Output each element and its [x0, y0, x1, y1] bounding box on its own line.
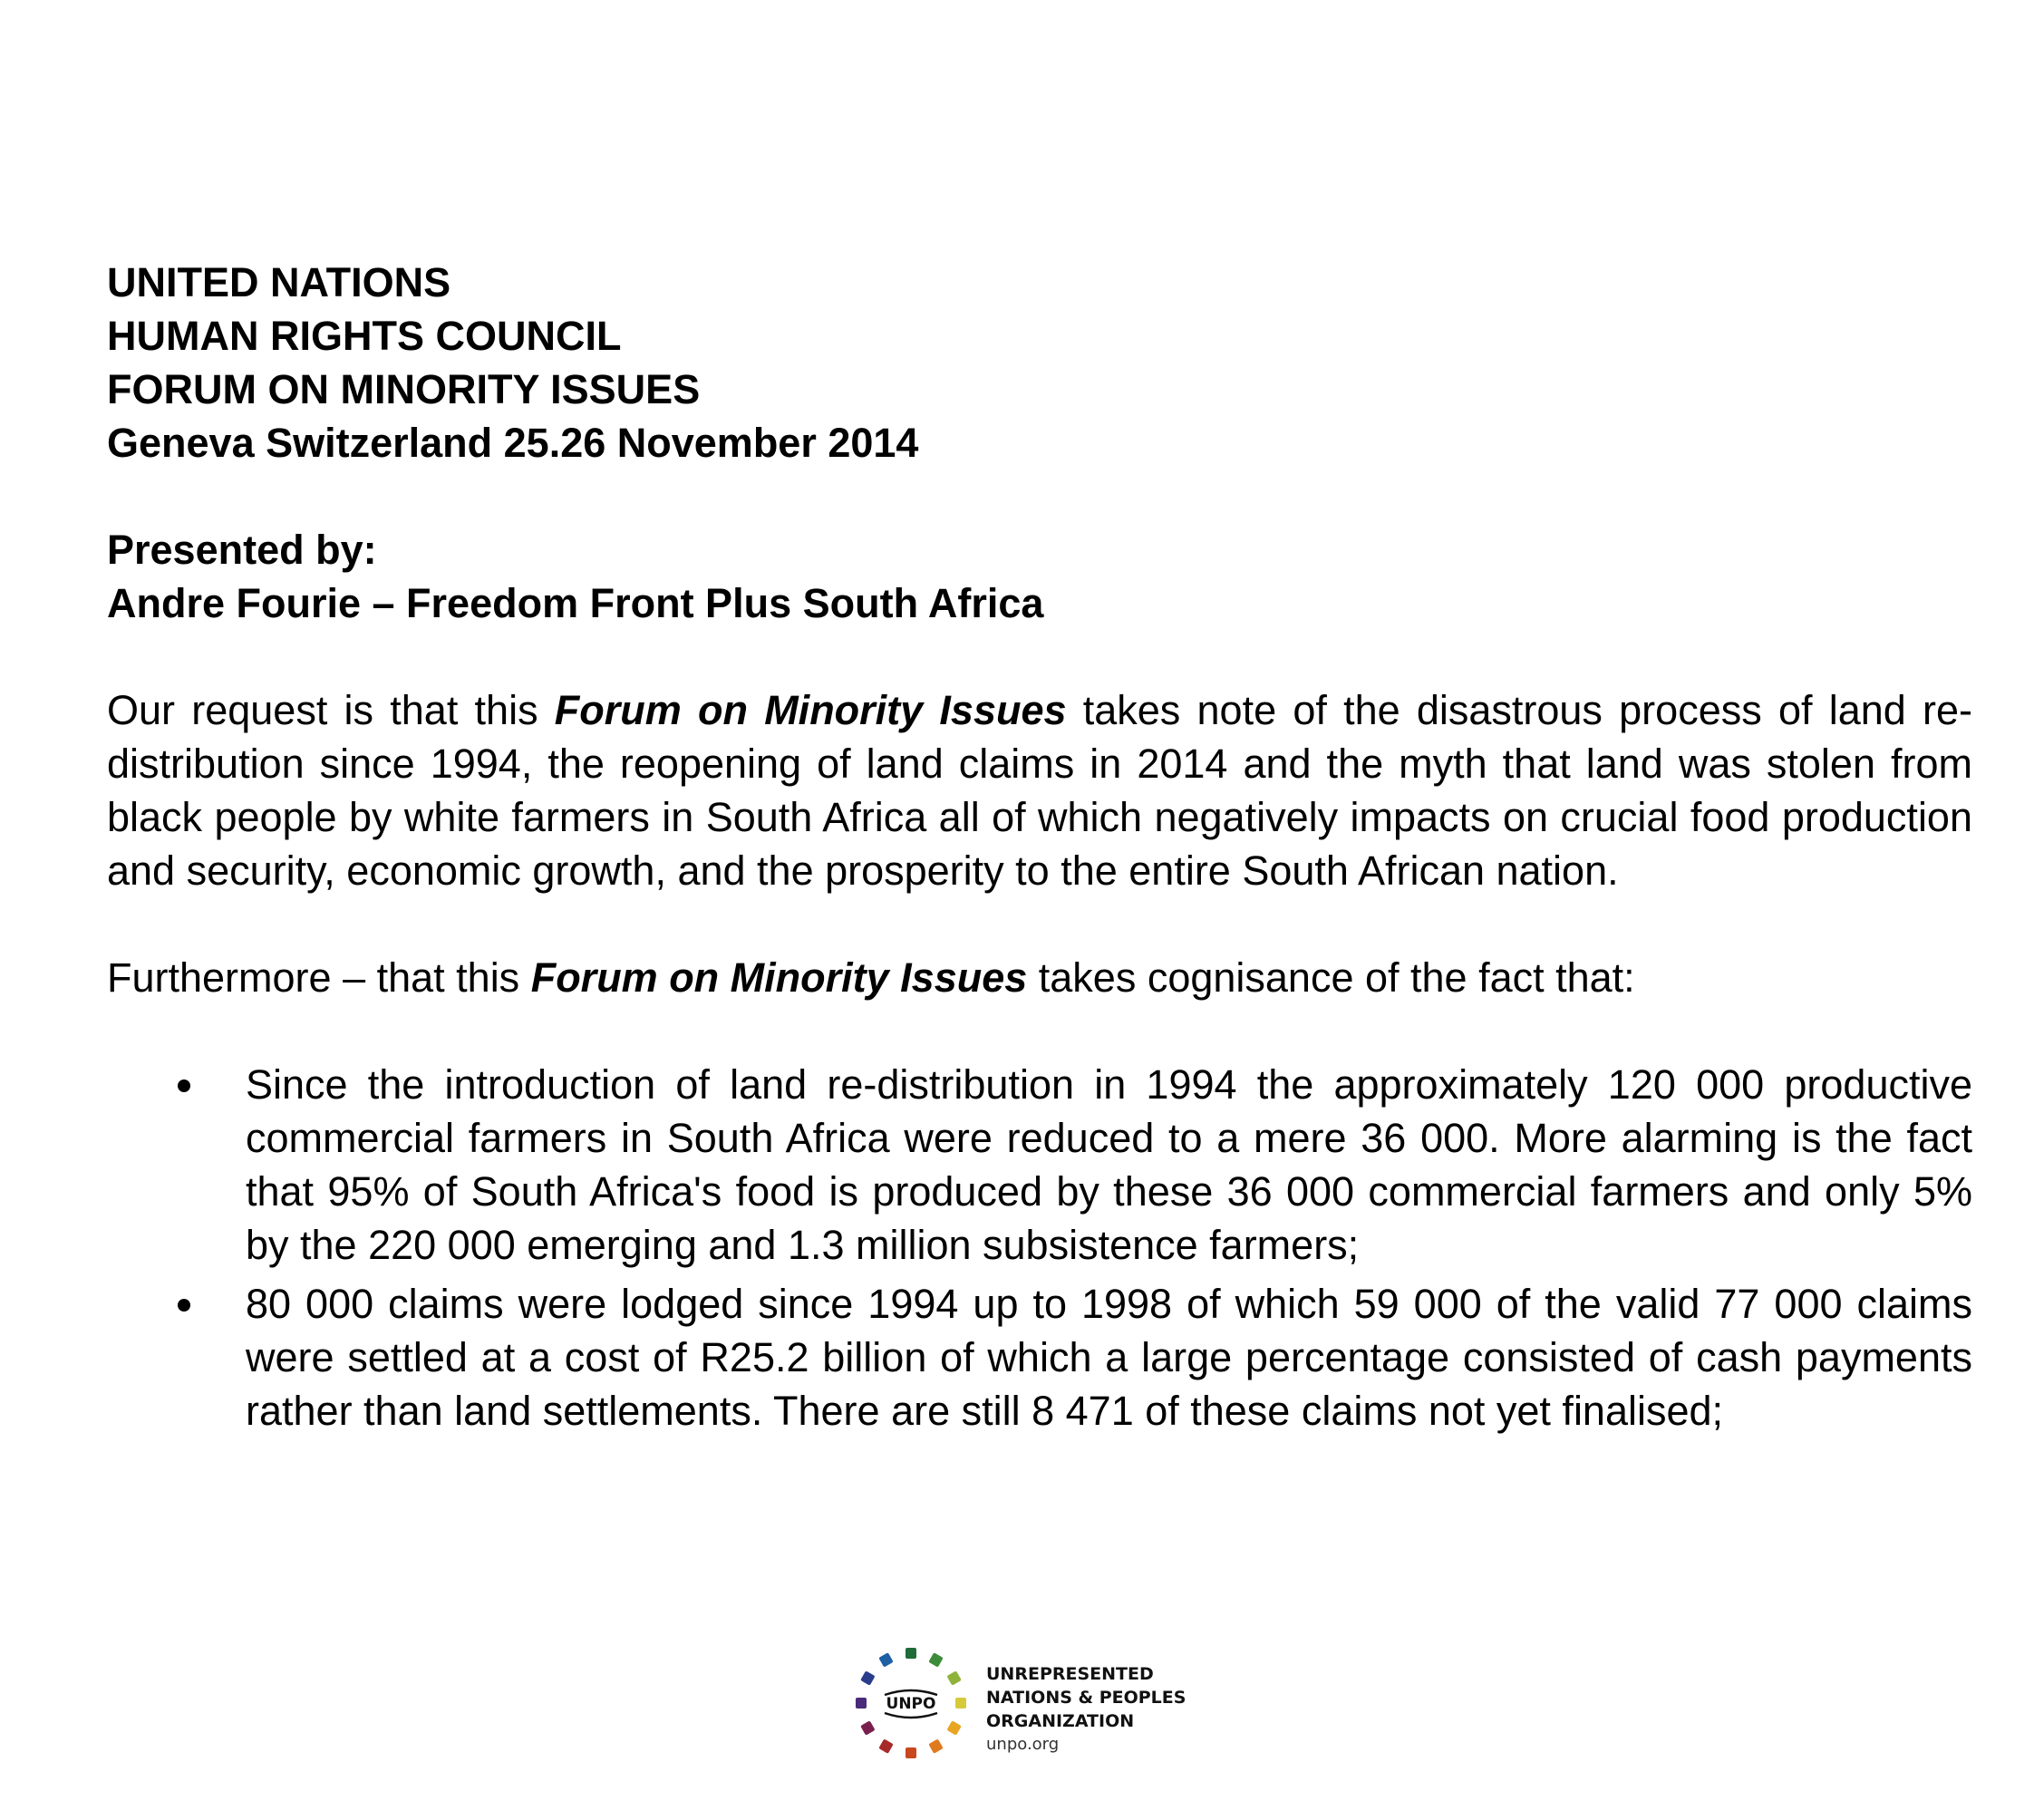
paragraph-request	[107, 683, 1972, 897]
unpo-logo-icon	[852, 1644, 970, 1762]
paragraph-request-end: takes note of the disastrous process of land re-distribution since 1994, the reopening of land claims in 2014 and the myth that land was stolen from black people by white farmers in South Africa all of which negatively impacts on crucial food production and security, economic growth, and the prosperity to the entire South African nation.	[107, 687, 1972, 894]
logo-ring-segment	[878, 1738, 893, 1753]
org-name-line-1: UNREPRESENTED	[986, 1664, 1154, 1684]
forum-name-emphasis: Forum on Minority Issues	[554, 687, 1067, 733]
list-item	[107, 1277, 1972, 1438]
presenter-name: Andre Fourie – Freedom Front Plus South Africa	[107, 580, 1044, 626]
logo-ring-segment	[955, 1698, 966, 1709]
logo-mark: UNPO	[886, 1695, 936, 1713]
bullet-icon	[178, 1079, 190, 1092]
paragraph-furthermore	[107, 951, 1972, 1004]
org-name-line-3: ORGANIZATION	[986, 1711, 1135, 1731]
list-item-text: 80 000 claims were lodged since 1994 up to 1998 of which 59 000 of the valid 77 000 claims were settled at a cost of R25.2 billion of which a large percentage consisted of cash payments rather than land settlements. There are still 8 471 of these claims not yet finalised;	[246, 1281, 1972, 1434]
list-item	[107, 1058, 1972, 1272]
forum-name-emphasis: Forum on Minority Issues	[530, 954, 1028, 1001]
logo-ring-segment	[878, 1652, 893, 1667]
header-line-3: FORUM ON MINORITY ISSUES	[107, 366, 701, 412]
bullet-icon	[178, 1299, 190, 1312]
logo-ring-segment	[928, 1738, 943, 1753]
presented-by-label: Presented by:	[107, 527, 377, 573]
paragraph-request-start: Our request is that this	[107, 687, 555, 733]
logo-ring-segment	[946, 1720, 961, 1735]
org-name-line-2: NATIONS & PEOPLES	[986, 1688, 1186, 1708]
header-line-2: HUMAN RIGHTS COUNCIL	[107, 313, 622, 359]
unpo-footer	[852, 1644, 1215, 1762]
paragraph-furthermore-end: takes cognisance of the fact that:	[1027, 954, 1635, 1001]
logo-ring-segment	[946, 1670, 961, 1685]
logo-ring-segment	[856, 1698, 867, 1709]
list-item-text: Since the introduction of land re-distribution in 1994 the approximately 120 000 productive commercial farmers in South Africa were reduced to a mere 36 000. More alarming is the fact that 95% of South Africa's food is produced by these 36 000 commercial farmers and only 5% by the 220 000 emerging and 1.3 million subsistence farmers;	[246, 1061, 1972, 1268]
fact-list	[107, 1058, 1972, 1438]
header-line-4: Geneva Switzerland 25.26 November 2014	[107, 420, 919, 466]
logo-ring-segment	[860, 1670, 875, 1685]
org-name-block	[986, 1662, 1186, 1757]
logo-ring-segment	[906, 1648, 916, 1659]
logo-ring-segment	[860, 1720, 875, 1735]
org-url: unpo.org	[986, 1735, 1060, 1754]
logo-ring-segment	[906, 1747, 916, 1758]
logo-ring-segment	[928, 1652, 943, 1667]
document-page	[107, 256, 1972, 1438]
paragraph-furthermore-start: Furthermore – that this	[107, 954, 531, 1001]
logo-lower-arc	[885, 1713, 937, 1718]
header-line-1: UNITED NATIONS	[107, 259, 451, 305]
